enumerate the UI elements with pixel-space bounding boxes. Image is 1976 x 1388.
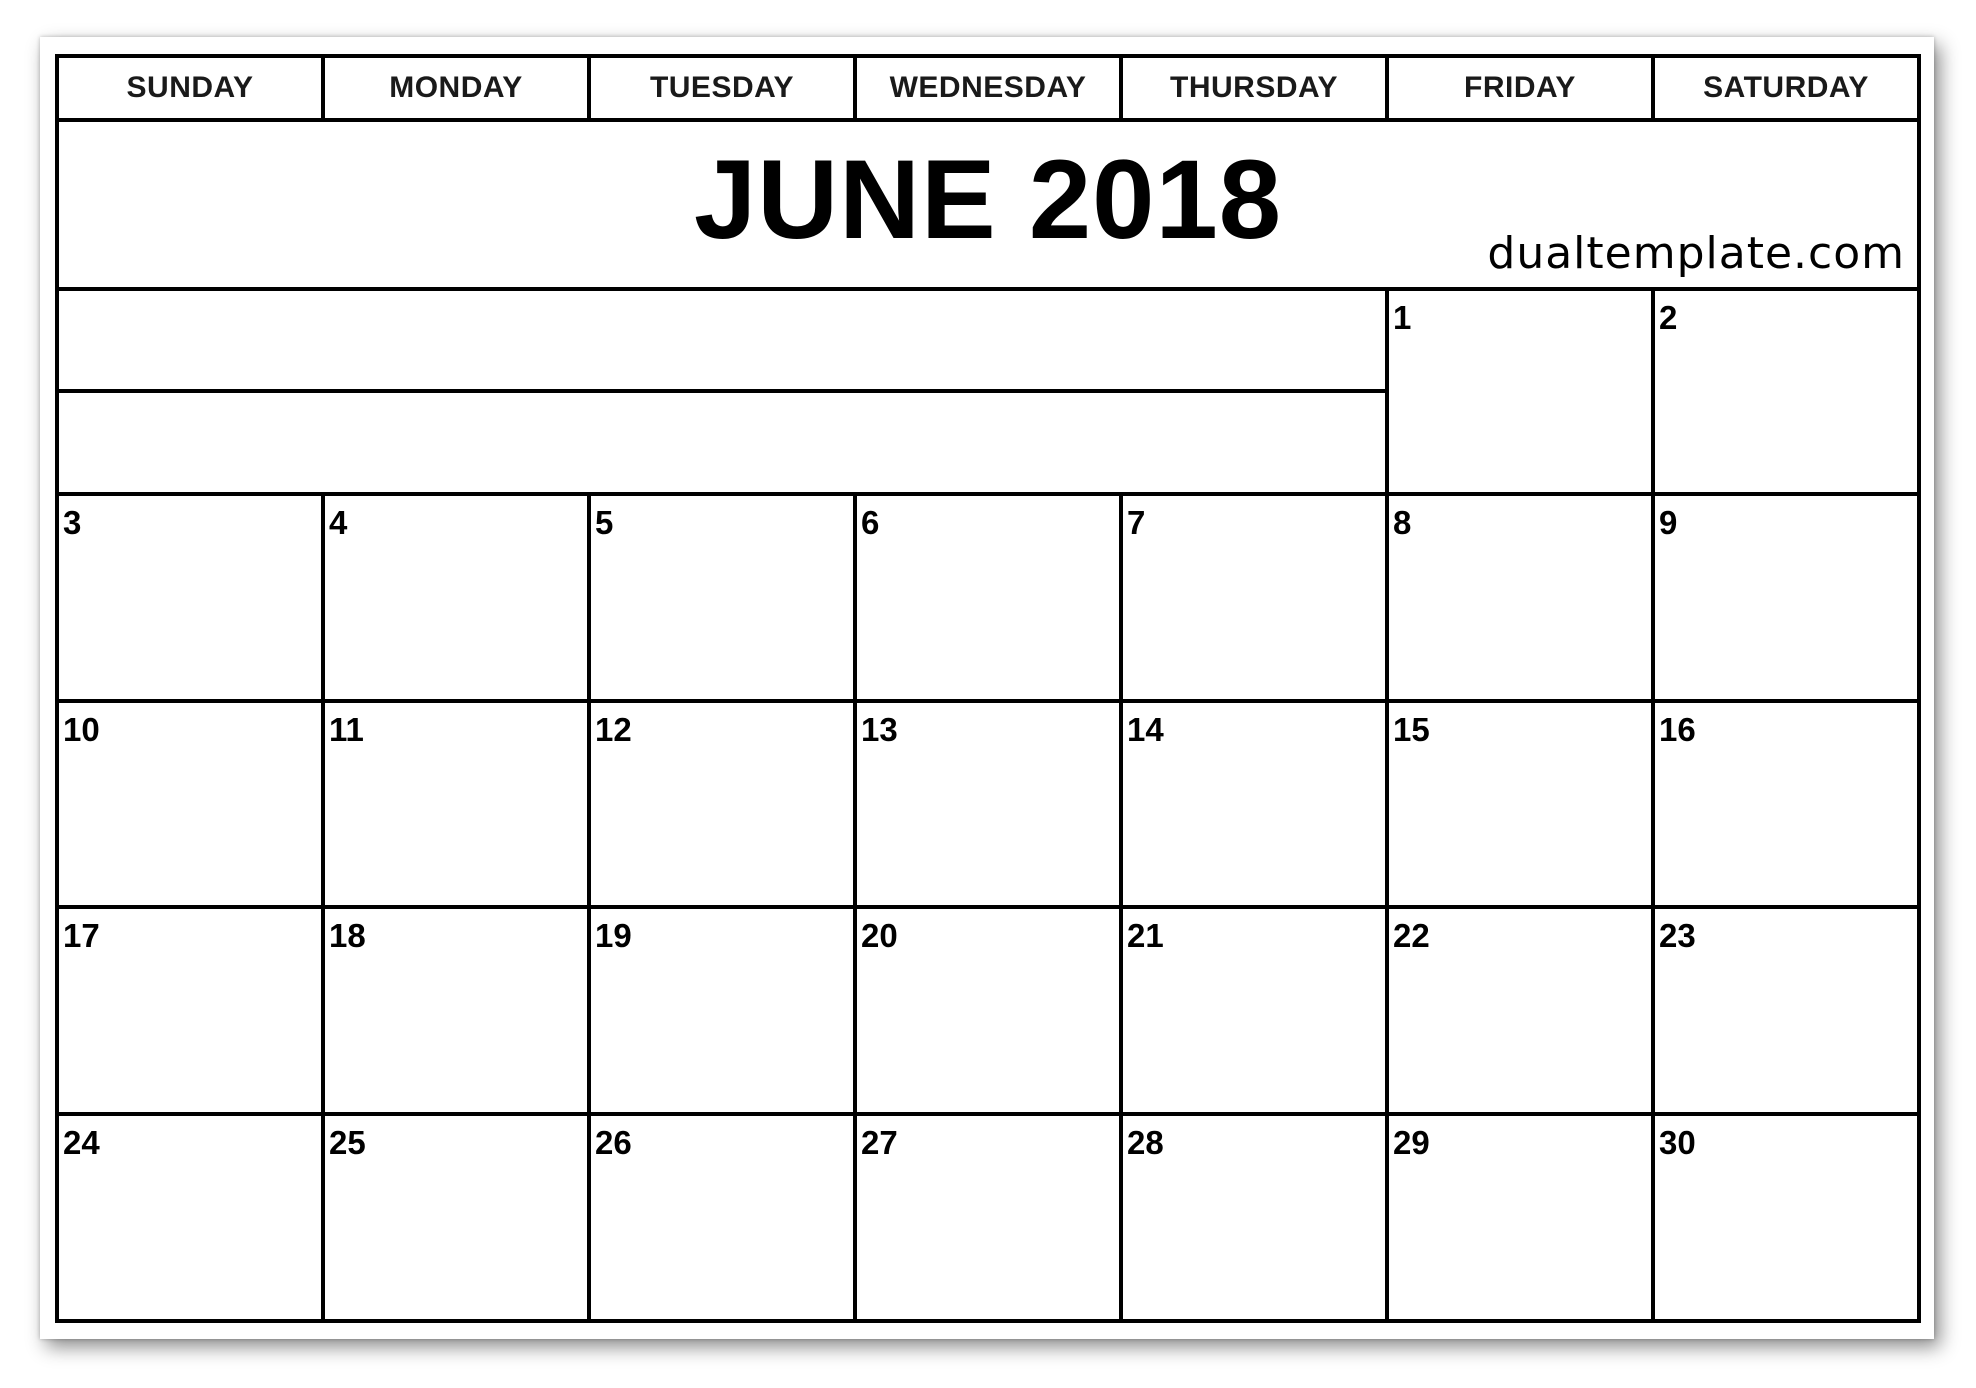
day-number: 8 xyxy=(1393,503,1412,541)
day-number: 25 xyxy=(329,1124,366,1162)
day-number: 16 xyxy=(1659,710,1696,748)
day-cell xyxy=(1387,701,1653,908)
day-cell xyxy=(1387,289,1653,494)
day-number: 7 xyxy=(1127,503,1146,541)
week-row-4 xyxy=(57,907,1919,1114)
day-cell xyxy=(589,701,855,908)
day-number: 11 xyxy=(329,710,364,748)
day-number: 3 xyxy=(63,503,82,541)
weekday-thursday: THURSDAY xyxy=(1121,56,1387,120)
day-cell xyxy=(57,701,323,908)
weekday-tuesday: TUESDAY xyxy=(589,56,855,120)
week-row-5 xyxy=(57,1114,1919,1321)
day-cell xyxy=(1387,907,1653,1114)
calendar-grid xyxy=(55,54,1917,1323)
day-number: 23 xyxy=(1659,917,1696,955)
day-number: 12 xyxy=(595,710,632,748)
day-number: 10 xyxy=(63,710,100,748)
day-number: 15 xyxy=(1393,710,1430,748)
calendar-table xyxy=(55,54,1921,1323)
notes-box-top xyxy=(57,289,1387,391)
day-number: 21 xyxy=(1127,917,1164,955)
day-cell xyxy=(855,1114,1121,1321)
day-cell xyxy=(1121,1114,1387,1321)
weekday-header-row xyxy=(57,56,1919,120)
weekday-friday: FRIDAY xyxy=(1387,56,1653,120)
day-cell xyxy=(855,494,1121,701)
day-cell xyxy=(323,494,589,701)
day-cell xyxy=(1653,289,1919,494)
month-title: JUNE 2018 xyxy=(693,137,1283,263)
day-number: 5 xyxy=(595,503,614,541)
day-cell xyxy=(1653,907,1919,1114)
day-cell xyxy=(1121,494,1387,701)
week-row-2 xyxy=(57,494,1919,701)
website-label: dualtemplate.com xyxy=(1487,227,1905,279)
day-cell xyxy=(1387,494,1653,701)
day-number: 24 xyxy=(63,1124,100,1162)
day-cell xyxy=(323,907,589,1114)
day-cell xyxy=(323,1114,589,1321)
notes-box-bottom xyxy=(57,391,1387,493)
day-number: 13 xyxy=(861,710,898,748)
day-number: 30 xyxy=(1659,1124,1696,1162)
day-number: 9 xyxy=(1659,503,1678,541)
day-cell xyxy=(57,1114,323,1321)
day-number: 4 xyxy=(329,503,348,541)
day-number: 20 xyxy=(861,917,898,955)
day-cell xyxy=(855,907,1121,1114)
day-number: 29 xyxy=(1393,1124,1430,1162)
day-number: 14 xyxy=(1127,710,1164,748)
week-row-1 xyxy=(57,289,1919,391)
day-cell xyxy=(1653,1114,1919,1321)
day-cell xyxy=(1653,494,1919,701)
day-number: 2 xyxy=(1659,298,1678,336)
day-cell xyxy=(1121,907,1387,1114)
day-cell xyxy=(1653,701,1919,908)
day-number: 27 xyxy=(861,1124,898,1162)
weekday-monday: MONDAY xyxy=(323,56,589,120)
week-row-3 xyxy=(57,701,1919,908)
day-cell xyxy=(589,1114,855,1321)
weekday-sunday: SUNDAY xyxy=(57,56,323,120)
weekday-saturday: SATURDAY xyxy=(1653,56,1919,120)
day-number: 19 xyxy=(595,917,632,955)
day-cell xyxy=(1387,1114,1653,1321)
day-cell xyxy=(1121,701,1387,908)
day-number: 1 xyxy=(1393,298,1412,336)
day-number: 6 xyxy=(861,503,880,541)
day-number: 17 xyxy=(63,917,100,955)
day-cell xyxy=(589,494,855,701)
day-cell xyxy=(57,494,323,701)
day-cell xyxy=(589,907,855,1114)
day-number: 28 xyxy=(1127,1124,1164,1162)
title-row xyxy=(57,120,1919,289)
day-number: 26 xyxy=(595,1124,632,1162)
day-cell xyxy=(57,907,323,1114)
title-band xyxy=(57,120,1919,289)
weekday-wednesday: WEDNESDAY xyxy=(855,56,1121,120)
day-number: 18 xyxy=(329,917,366,955)
day-cell xyxy=(855,701,1121,908)
day-cell xyxy=(323,701,589,908)
day-number: 22 xyxy=(1393,917,1430,955)
